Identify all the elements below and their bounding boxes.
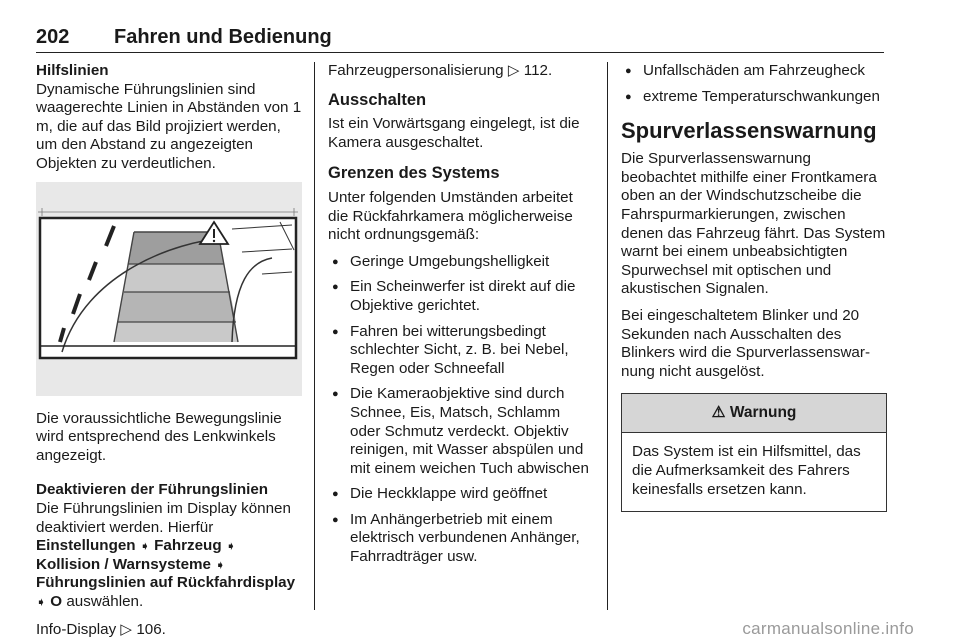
warning-text: Das System ist ein Hilfsmittel, das die Aufmerksamkeit des Fahrers keinesfalls ersetzen kann. xyxy=(632,443,861,498)
list-item: ● Ein Scheinwerfer ist direkt auf die Objektive gerichtet. xyxy=(328,278,594,315)
column-divider xyxy=(607,62,608,610)
warning-box xyxy=(621,393,887,512)
column-2 xyxy=(328,62,594,574)
limits-list xyxy=(328,253,594,567)
list-item: ● Die Kameraobjektive sind durch Schnee, Eis, Matsch, Schlamm oder Schmutz verdeckt. Objektiv reinigen, mit Wasser abspülen und mit einem weichen Tuch abwischen xyxy=(328,385,594,478)
paragraph: Die Spurverlassenswarnung beobachtet mithilfe einer Frontkamera oben an der Windschutzscheibe die Fahrspurmarkierungen, zwischen denen das Fahrzeug fährt. Das System warnt bei einem unbeabsichtigten Spurwechsel mit optischen und akustischen Signalen. xyxy=(621,150,886,298)
arrow-right-icon: ➧ xyxy=(225,539,236,554)
paragraph: Dynamische Führungslinien sind waagerechte Linien in Abständen von 1 m, die auf das Bild projiziert werden, um den Abstand zu angezeigten Objekten zu verdeutlichen. xyxy=(36,80,302,172)
guideline-diagram xyxy=(36,182,302,396)
page-number: 202 xyxy=(36,26,70,48)
arrow-right-icon: ➧ xyxy=(215,557,226,572)
heading-ausschalten: Ausschalten xyxy=(328,90,427,109)
reference-arrow-icon: ▷ xyxy=(507,62,520,79)
limits-list-continued xyxy=(621,62,887,106)
list-item: ● Fahren bei witterungsbedingt schlechter Sicht, z. B. bei Nebel, Regen oder Schneefall xyxy=(328,323,594,379)
paragraph: Die voraussichtliche Bewegungslinie wird entsprechend des Lenkwinkels angezeigt. xyxy=(36,409,282,464)
paragraph: Ist ein Vorwärtsgang eingelegt, ist die Kamera ausgeschaltet. xyxy=(328,115,580,151)
list-item: ● Unfallschäden am Fahrzeugheck xyxy=(621,62,887,81)
column-1 xyxy=(36,62,302,639)
watermark: carmanualsonline.info xyxy=(742,619,914,638)
arrow-right-icon: ➧ xyxy=(36,594,47,609)
warning-header: ⚠ Warnung xyxy=(622,394,886,433)
column-divider xyxy=(314,62,315,610)
list-item: ● extreme Temperaturschwankungen xyxy=(621,88,887,107)
toggle-off-icon: O xyxy=(50,592,63,610)
reference-arrow-icon: ▷ xyxy=(120,620,133,638)
page-reference: Fahrzeugpersonalisierung ▷ 112. xyxy=(328,62,553,79)
paragraph: Unter folgenden Umständen arbeitet die Rückfahrkamera möglicherweise nicht ordnungsgemäß: xyxy=(328,188,573,244)
chapter-title: Fahren und Bedienung xyxy=(114,26,332,48)
paragraph: Bei eingeschaltetem Blinker und 20 Sekunden nach Ausschalten des Blinkers wird die Spurverlassenswarnung nicht ausgelöst. xyxy=(621,306,870,380)
list-item: ● Geringe Umgebungshelligkeit xyxy=(328,253,594,272)
heading-hilfslinien: Hilfslinien xyxy=(36,62,109,79)
page-reference: Info-Display ▷ 106. xyxy=(36,620,166,638)
column-3 xyxy=(621,62,887,512)
warning-triangle-icon: ⚠ xyxy=(711,404,726,422)
heading-spurverlassenswarnung: Spurverlassenswarnung xyxy=(621,118,877,144)
list-item: ● Die Heckklappe wird geöffnet xyxy=(328,485,594,504)
arrow-right-icon: ➧ xyxy=(139,539,150,554)
list-item: ● Im Anhängerbetrieb mit einem elektrisch verbundenen Anhänger, Fahrradträger usw. xyxy=(328,511,594,567)
paragraph-menu-path: Die Führungslinien im Display können deaktiviert werden. Hierfür Einstellungen ➧ Fahrzeug ➧ Kollision / Warnsysteme ➧ Führungslinien auf Rückfahrdisplay ➧ O auswählen. xyxy=(36,499,296,610)
heading-grenzen: Grenzen des Systems xyxy=(328,164,500,183)
page-header xyxy=(36,26,884,53)
heading-deaktivieren: Deaktivieren der Führungslinien xyxy=(36,481,269,499)
camera-guideline-illustration xyxy=(36,182,302,396)
